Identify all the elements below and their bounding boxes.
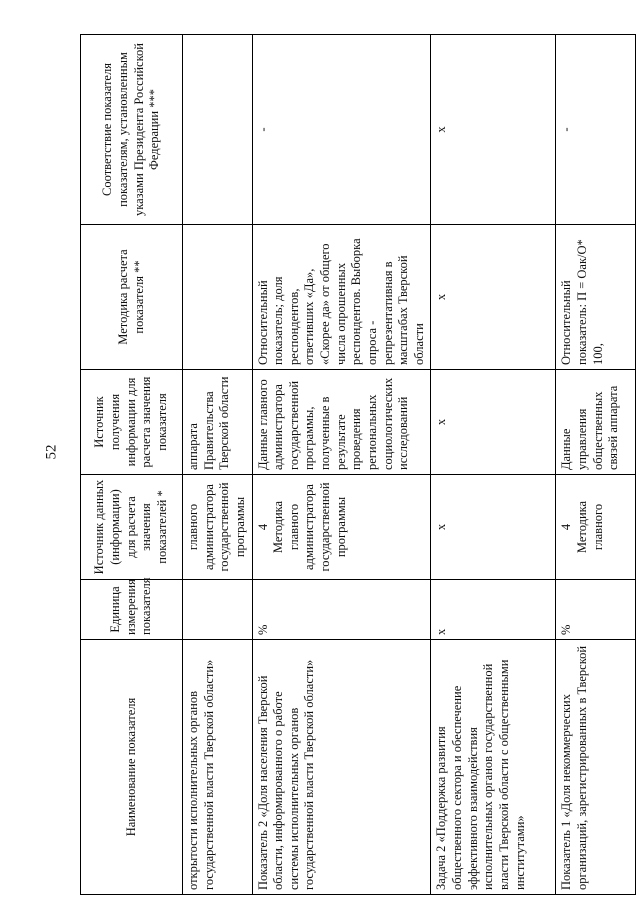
- table-cell: х: [431, 35, 556, 225]
- table-cell: -: [252, 35, 431, 225]
- header-unit: Единица измерения показателя: [81, 580, 183, 640]
- table-cell: %: [556, 580, 636, 640]
- table-cell: открытости исполнительных органов государственной власти Тверской области»: [183, 640, 253, 895]
- table-cell: %: [252, 580, 431, 640]
- table-cell: х: [431, 475, 556, 580]
- table-cell: Данные главного администратора государственной программы, полученные в результате проведения региональных социологических исследований: [252, 370, 431, 475]
- table-row: [252, 35, 431, 895]
- table-cell: Показатель 2 «Доля населения Тверской области, информированного о работе системы исполнительных органов государственной власти Тверской области»: [252, 640, 431, 895]
- table-cell: 4 Методика главного администратора государственной программы: [252, 475, 431, 580]
- table-cell: Задача 2 «Поддержка развития общественного сектора и обеспечение эффективного взаимодействия исполнительных органов государственной власти Тверской области с общественными институтами»: [431, 640, 556, 895]
- header-compliance: Соответствие показателя показателям, установленным указами Президента Российской Федерации ***: [81, 35, 183, 225]
- table-cell: [183, 580, 253, 640]
- table-cell: 4 Методика главного: [556, 475, 636, 580]
- header-data-source: Источник данных (информации) для расчета значения показателей *: [81, 475, 183, 580]
- table-cell: -: [556, 35, 636, 225]
- table-cell: х: [431, 225, 556, 370]
- table-row: [431, 35, 556, 895]
- indicator-table: [80, 34, 636, 895]
- table-cell: Относительный показатель; доля респондентов, ответивших «Да», «Скорее да» от общего числа опрошенных респондентов. Выборка опроса - репрезентативная в масштабах Тверской области: [252, 225, 431, 370]
- table-row: [183, 35, 253, 895]
- rotated-table-wrapper: [80, 35, 621, 895]
- header-row: [81, 35, 183, 895]
- table-cell: аппарата Правительства Тверской области: [183, 370, 253, 475]
- table-cell: [183, 35, 253, 225]
- header-info-source: Источник получения информации для расчета значения показателя: [81, 370, 183, 475]
- header-indicator-name: Наименование показателя: [81, 640, 183, 895]
- table-cell: Показатель 1 «Доля некоммерческих организаций, зарегистрированных в Тверской: [556, 640, 636, 895]
- header-method: Методика расчета показателя **: [81, 225, 183, 370]
- table-row: [556, 35, 636, 895]
- table-cell: Относительный показатель: П = Оак/О* 100,: [556, 225, 636, 370]
- table-cell: [183, 225, 253, 370]
- table-cell: х: [431, 370, 556, 475]
- table-cell: главного администратора государственной программы: [183, 475, 253, 580]
- page-number: 52: [43, 444, 60, 460]
- table-cell: Данные управления общественных связей аппарата: [556, 370, 636, 475]
- table-cell: х: [431, 580, 556, 640]
